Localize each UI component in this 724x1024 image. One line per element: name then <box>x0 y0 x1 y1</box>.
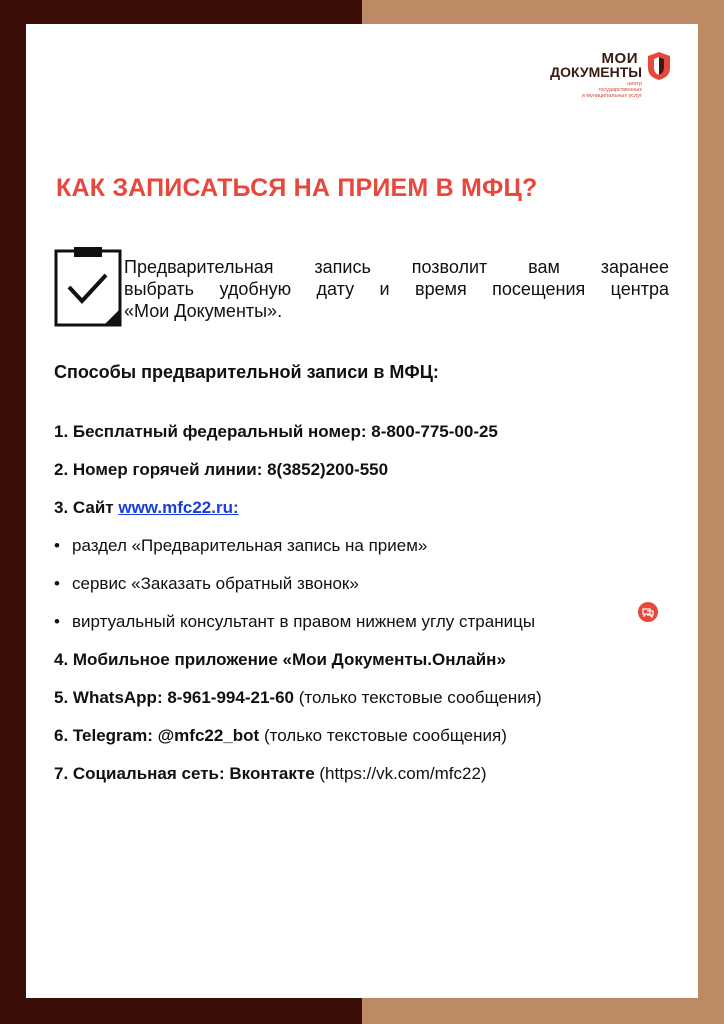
logo-sub-line1: центр <box>627 81 642 87</box>
intro-line1: Предварительная запись позволит вам заранее <box>124 257 669 277</box>
logo-subtitle <box>562 81 642 99</box>
item-vkontakte <box>54 764 487 784</box>
moi-dokumenty-logo <box>552 50 672 110</box>
telegram-handle: 6. Telegram: @mfc22_bot <box>54 726 260 745</box>
bullet-consultant-text: виртуальный консультант в правом нижнем углу страницы <box>72 612 536 631</box>
bullet-virtual-consultant <box>54 612 535 632</box>
whatsapp-note: (только текстовые сообщения) <box>293 688 542 707</box>
bullet-prereg-text: раздел «Предварительная запись на прием» <box>72 536 428 555</box>
vk-label: 7. Социальная сеть: Вконтакте <box>54 764 315 783</box>
bullet-callback-text: сервис «Заказать обратный звонок» <box>72 574 359 593</box>
document-card <box>26 24 698 998</box>
website-link[interactable]: www.mfc22.ru: <box>118 498 239 517</box>
whatsapp-number: 5. WhatsApp: 8-961-994-21-60 <box>54 688 294 707</box>
telegram-note: (только текстовые сообщения) <box>259 726 507 745</box>
bullet-glyph: • <box>54 574 60 593</box>
logo-mark-icon <box>646 50 672 82</box>
item-mobile-app: 4. Мобильное приложение «Мои Документы.Онлайн» <box>54 650 506 669</box>
item-website-label: 3. Сайт <box>54 498 119 517</box>
item-whatsapp <box>54 688 542 708</box>
logo-sub-line2: государственных <box>598 87 642 93</box>
item-hotline: 2. Номер горячей линии: 8(3852)200-550 <box>54 460 389 479</box>
vk-url: (https://vk.com/mfc22) <box>314 764 487 783</box>
item-free-number: 1. Бесплатный федеральный номер: 8-800-775-00-25 <box>54 422 498 441</box>
intro-paragraph <box>124 256 669 322</box>
bullet-glyph: • <box>54 612 60 631</box>
item-website <box>54 498 239 518</box>
bullet-callback-service <box>54 574 359 594</box>
chat-bubble-icon <box>638 602 658 622</box>
item-telegram <box>54 726 507 746</box>
intro-line2: выбрать удобную дату и время посещения центра <box>124 279 669 299</box>
page-title: КАК ЗАПИСАТЬСЯ НА ПРИЕМ В МФЦ? <box>56 174 538 202</box>
bullet-glyph: • <box>54 536 60 555</box>
logo-sub-line3: и муниципальных услуг <box>581 93 642 99</box>
bullet-prereg-section <box>54 536 427 556</box>
logo-line2: ДОКУМЕНТЫ <box>550 64 642 80</box>
methods-heading: Способы предварительной записи в МФЦ: <box>54 362 439 382</box>
clipboard-check-icon <box>54 245 122 327</box>
logo-line1: МОИ <box>601 50 638 67</box>
intro-line3: «Мои Документы». <box>124 301 283 321</box>
